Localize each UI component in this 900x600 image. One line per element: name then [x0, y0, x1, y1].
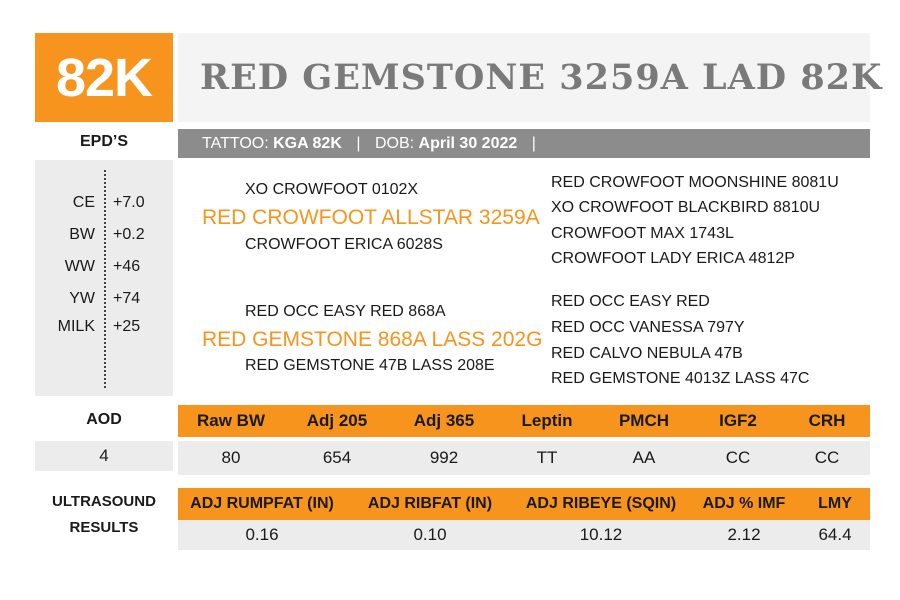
measures-header-cell: Raw BW [197, 411, 265, 430]
epd-name: WW [64, 258, 95, 275]
dob-label: DOB: [374, 135, 415, 152]
epd-name: CE [72, 194, 95, 211]
ultrasound-label-line1: ULTRASOUND [52, 493, 156, 510]
info-separator: | [531, 135, 536, 152]
ultrasound-header-cell: ADJ RUMPFAT (IN) [190, 495, 334, 512]
epd-value: +25 [113, 318, 141, 335]
sire-far-3: CROWFOOT MAX 1743L [551, 225, 734, 242]
sire-name: RED CROWFOOT ALLSTAR 3259A [202, 206, 540, 229]
ultrasound-value-cell: 10.12 [579, 525, 623, 544]
epd-value: +7.0 [113, 194, 145, 211]
animal-title: RED GEMSTONE 3259A LAD 82K [200, 57, 883, 98]
tattoo-label: TATTOO: [202, 135, 269, 152]
epds-label: EPD’S [79, 133, 128, 150]
measures-value-cell: 654 [322, 448, 352, 467]
ultrasound-header-cell: ADJ % IMF [702, 495, 786, 512]
ultrasound-value-cell: 64.4 [818, 525, 852, 544]
title-panel [178, 33, 883, 122]
epd-value: +74 [113, 290, 141, 307]
dam-name: RED GEMSTONE 868A LASS 202G [202, 328, 543, 351]
aod-label: AOD [86, 411, 122, 428]
tattoo-value: KGA 82K [273, 135, 342, 152]
info-bar [178, 129, 870, 158]
dob-value: April 30 2022 [418, 135, 518, 152]
epd-name: MILK [57, 318, 95, 335]
epd-name: BW [69, 226, 95, 243]
info-separator: | [356, 135, 361, 152]
measures-header-cell: Adj 365 [413, 411, 475, 430]
dam-dam: RED GEMSTONE 47B LASS 208E [245, 357, 495, 374]
measures-value-cell: CC [725, 448, 751, 467]
measures-value-cell: TT [536, 448, 558, 467]
measures-header-cell: PMCH [618, 411, 670, 430]
ultrasound-header-cell: ADJ RIBEYE (SQIN) [525, 495, 677, 512]
ultrasound-value-cell: 0.16 [245, 525, 279, 544]
measures-header-cell: Leptin [521, 411, 573, 430]
aod-value: 4 [35, 441, 173, 471]
measures-header-row [178, 405, 870, 437]
measures-header-cell: Adj 205 [306, 411, 368, 430]
measures-value-cell: 992 [429, 448, 459, 467]
measures-value-cell: 80 [221, 448, 241, 467]
dam-far-3: RED CALVO NEBULA 47B [551, 345, 743, 362]
dam-far-1: RED OCC EASY RED [551, 293, 710, 310]
measures-header-cell: CRH [808, 411, 846, 430]
ultrasound-header-row [178, 488, 870, 520]
measures-value-cell: CC [814, 448, 840, 467]
epd-name: YW [69, 290, 95, 307]
dam-sire: RED OCC EASY RED 868A [245, 303, 446, 320]
sire-sire: XO CROWFOOT 0102X [245, 181, 419, 198]
ultrasound-value-row [178, 520, 870, 550]
epd-value: +0.2 [113, 226, 145, 243]
measures-value-cell: AA [632, 448, 656, 467]
measures-value-row [178, 441, 870, 475]
epd-value: +46 [113, 258, 141, 275]
measures-header-cell: IGF2 [719, 411, 757, 430]
ultrasound-header-cell: ADJ RIBFAT (IN) [367, 495, 493, 512]
sire-dam: CROWFOOT ERICA 6028S [245, 236, 443, 253]
tag-number-badge: 82K [35, 33, 173, 122]
ultrasound-value-cell: 2.12 [727, 525, 761, 544]
ultrasound-value-cell: 0.10 [413, 525, 447, 544]
dam-far-2: RED OCC VANESSA 797Y [551, 319, 745, 336]
epd-divider [104, 170, 106, 388]
ultrasound-label-line2: RESULTS [69, 519, 139, 536]
sire-far-2: XO CROWFOOT BLACKBIRD 8810U [551, 199, 821, 216]
ultrasound-header-cell: LMY [818, 495, 852, 512]
sire-far-4: CROWFOOT LADY ERICA 4812P [551, 250, 795, 267]
dam-far-4: RED GEMSTONE 4013Z LASS 47C [551, 370, 810, 387]
sire-far-1: RED CROWFOOT MOONSHINE 8081U [551, 174, 839, 191]
